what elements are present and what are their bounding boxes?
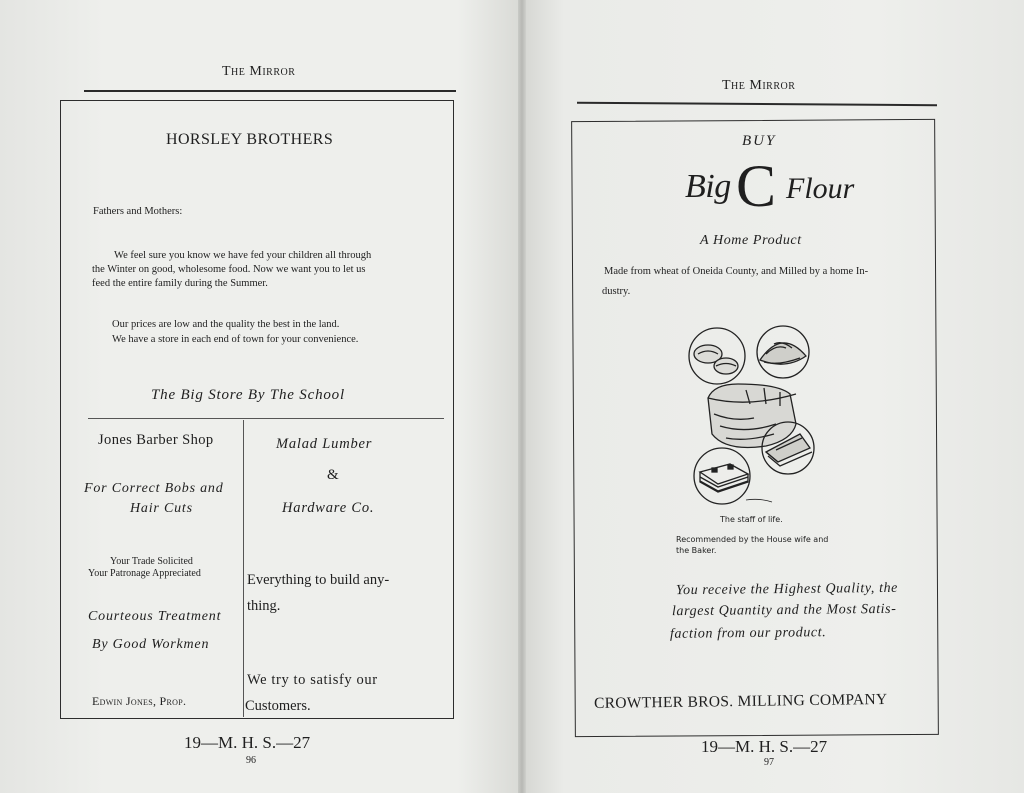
horsley-para1-line2: the Winter on good, wholesome food. Now we want you to let us [92,264,366,275]
running-head-right: The Mirror [722,78,796,93]
brand-big: Big [685,168,731,205]
malad-everything-line2: thing. [247,598,281,614]
jones-courteous-1: Courteous Treatment [88,609,222,624]
horsley-para1-line1: We feel sure you know we have fed your children all through [114,250,372,261]
horsley-bottom-rule [88,418,444,419]
horsley-slogan: The Big Store By The School [151,387,345,403]
bread-illustration [686,322,816,508]
malad-everything-line1: Everything to build any- [247,572,390,588]
jones-appreciated: Your Patronage Appreciated [88,568,201,579]
book-gutter [518,0,526,793]
jones-tagline-1: For Correct Bobs and [84,481,224,496]
running-head-left: The Mirror [222,64,296,79]
jones-tagline-2: Hair Cuts [130,501,193,516]
horsley-para1-line3: feed the entire family during the Summer. [92,278,268,289]
horsley-title: HORSLEY BROTHERS [166,131,334,148]
malad-title-line2: Hardware Co. [282,500,375,516]
jones-solicited: Your Trade Solicited [110,556,193,567]
jones-courteous-2: By Good Workmen [92,637,210,652]
horsley-para2-line1: Our prices are low and the quality the best in the land. [112,319,340,330]
footer-right: 19—M. H. S.—27 [701,737,828,756]
brand-c: C [736,153,777,219]
brand-flour: Flour [786,172,855,205]
caption-recommended-2: the Baker. [676,546,717,555]
column-divider [243,420,244,717]
jones-title: Jones Barber Shop [98,432,214,448]
ad-frame-left [60,100,454,719]
description-line1: Made from wheat of Oneida County, and Milled by a home In- [604,266,869,277]
quality-line1: You receive the Highest Quality, the [675,580,899,599]
caption-recommended-1: Recommended by the House wife and [676,535,829,544]
company-name: CROWTHER BROS. MILLING COMPANY [593,690,888,713]
header-rule-left [84,90,456,92]
quality-line2: largest Quantity and the Most Satis- [671,601,897,620]
page-number-right: 97 [764,757,774,768]
home-product: A Home Product [700,233,802,248]
jones-proprietor: Edwin Jones, Prop. [92,694,187,708]
malad-satisfy-line2: Customers. [245,698,311,714]
horsley-salutation: Fathers and Mothers: [93,206,183,217]
footer-left: 19—M. H. S.—27 [184,733,311,752]
buy-heading: BUY [742,133,777,149]
horsley-para2-line2: We have a store in each end of town for your convenience. [112,334,359,345]
caption-staff-of-life: The staff of life. [720,515,783,524]
description-line2: dustry. [602,286,631,297]
malad-ampersand: & [327,467,339,483]
malad-satisfy-line1: We try to satisfy our [247,672,378,688]
page-number-left: 96 [246,755,256,766]
malad-title-line1: Malad Lumber [276,436,373,452]
quality-line3: faction from our product. [669,625,827,642]
